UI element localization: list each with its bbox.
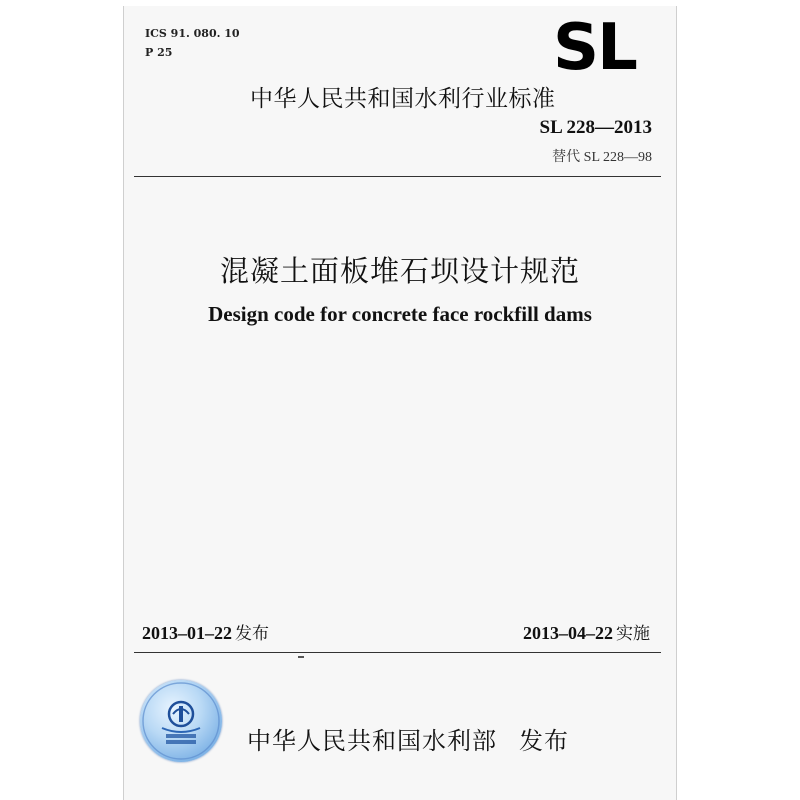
- anti-counterfeit-seal-icon: [140, 680, 222, 762]
- publisher: [247, 721, 569, 756]
- implement-date-label: 实施: [616, 624, 650, 644]
- seal-graphic: [140, 680, 222, 762]
- sl-logo: SL: [553, 11, 636, 85]
- top-divider: [134, 176, 661, 177]
- issue-date: [142, 619, 269, 644]
- issue-date-label: 发布: [235, 624, 269, 644]
- classification-code: P 25: [145, 46, 173, 59]
- divider-tick: [298, 656, 304, 658]
- bottom-divider: [134, 652, 661, 653]
- publish-verb: 发布: [519, 727, 569, 755]
- publisher-name: 中华人民共和国水利部: [247, 727, 497, 755]
- ics-code: ICS 91. 080. 10: [145, 27, 240, 40]
- implement-date-value: 2013–04–22: [523, 623, 613, 643]
- title-chinese: 混凝土面板堆石坝设计规范: [219, 254, 580, 288]
- implement-date: [523, 619, 650, 644]
- standard-type: 中华人民共和国水利行业标准: [250, 86, 556, 112]
- issue-date-value: 2013–01–22: [142, 623, 232, 643]
- title-english: Design code for concrete face rockfill dams: [208, 302, 592, 326]
- standard-code: SL 228—2013: [539, 117, 652, 138]
- replaces-standard: 替代 SL 228—98: [552, 150, 652, 165]
